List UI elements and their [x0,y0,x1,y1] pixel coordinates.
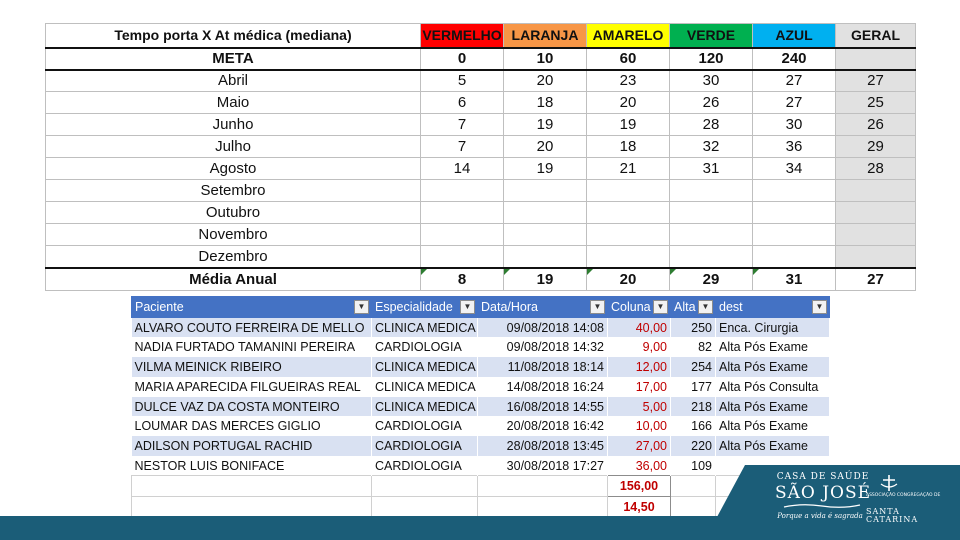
cell-dest[interactable]: Alta Pós Exame [716,397,830,417]
cell-value [836,180,916,202]
cell-value [421,268,504,291]
cell-value: 23 [587,70,670,92]
cell-value: 29 [836,136,916,158]
cell-value [753,202,836,224]
empty-cell[interactable] [478,476,608,497]
cell-dest[interactable]: Alta Pós Exame [716,436,830,456]
col-laranja: LARANJA [504,24,587,48]
cell-paciente[interactable]: LOUMAR DAS MERCES GIGLIO [132,416,372,436]
cell-coluna[interactable]: 36,00 [608,456,671,476]
cell-value: 30 [753,114,836,136]
cell-dest[interactable]: Alta Pós Exame [716,337,830,357]
row-label: Abril [46,70,421,92]
cell-text: 20 [619,270,637,288]
cell-especialidade[interactable]: CLINICA MEDICA [372,357,478,377]
header-label: Data/Hora [481,300,538,314]
cell-text: 29 [702,270,720,288]
header-alta[interactable] [671,297,716,318]
header-data-hora[interactable] [478,297,608,318]
cell-paciente[interactable]: ALVARO COUTO FERREIRA DE MELLO [132,318,372,338]
cell-value: 19 [587,114,670,136]
table-title: Tempo porta X At médica (mediana) [46,24,421,48]
empty-cell[interactable] [132,476,372,497]
cell-value: 20 [504,70,587,92]
cell-value [421,224,504,246]
row-label: Média Anual [46,268,421,291]
association-name-text: SANTA CATARINA [866,507,919,524]
association-small-text: ASSOCIAÇÃO CONGREGAÇÃO DE [866,493,941,498]
cell-value: 19 [504,158,587,180]
cell-value [670,268,753,291]
association-emblem-icon [878,474,900,492]
cell-value [836,246,916,268]
cell-especialidade[interactable]: CLINICA MEDICA [372,318,478,338]
cell-indicator-icon [421,269,427,275]
table-row[interactable] [132,357,830,377]
header-label: dest [719,300,743,314]
cell-total[interactable]: 156,00 [608,476,671,497]
cell-paciente[interactable]: NADIA FURTADO TAMANINI PEREIRA [132,337,372,357]
cell-value [587,224,670,246]
cell-dest[interactable]: Alta Pós Exame [716,357,830,377]
cell-value: 7 [421,114,504,136]
cell-value [504,202,587,224]
cell-value [670,202,753,224]
cell-coluna[interactable]: 40,00 [608,318,671,338]
cell-value: 5 [421,70,504,92]
month-row [46,180,916,202]
row-label: Maio [46,92,421,114]
cell-coluna[interactable]: 27,00 [608,436,671,456]
cell-indicator-icon [504,269,510,275]
month-row [46,70,916,92]
cell-text: 31 [785,270,803,288]
header-coluna[interactable] [608,297,671,318]
header-label: Alta [674,300,696,314]
cell-dest[interactable]: Enca. Cirurgia [716,318,830,338]
cell-data[interactable]: 16/08/2018 14:55 [478,397,608,417]
cell-value: 31 [670,158,753,180]
cell-value [504,224,587,246]
cell-value: 14 [421,158,504,180]
cell-alta[interactable]: 166 [671,416,716,436]
col-geral: GERAL [836,24,916,48]
cell-value [421,180,504,202]
header-dest[interactable] [716,297,830,318]
cell-value: 27 [753,70,836,92]
cell-paciente[interactable]: MARIA APARECIDA FILGUEIRAS REAL [132,377,372,397]
table-row[interactable] [132,397,830,417]
cell-paciente[interactable]: DULCE VAZ DA COSTA MONTEIRO [132,397,372,417]
cell-value: 27 [836,268,916,291]
cell-text: 19 [536,270,554,288]
cell-data[interactable]: 30/08/2018 17:27 [478,456,608,476]
cell-value [753,224,836,246]
cell-data[interactable]: 11/08/2018 18:14 [478,357,608,377]
cell-especialidade[interactable]: CARDIOLOGIA [372,436,478,456]
cell-indicator-icon [753,269,759,275]
cell-value: 32 [670,136,753,158]
total-row [132,476,830,497]
header-especialidade[interactable] [372,297,478,318]
table-row[interactable] [132,377,830,397]
col-amarelo: AMARELO [587,24,670,48]
cell-value: 28 [670,114,753,136]
cell-value: 26 [836,114,916,136]
cell-value [587,202,670,224]
cell-value: 10 [504,48,587,70]
col-vermelho: VERMELHO [421,24,504,48]
empty-cell[interactable] [372,497,478,518]
cell-indicator-icon [587,269,593,275]
cell-value: 7 [421,136,504,158]
month-row [46,92,916,114]
cell-value: 34 [753,158,836,180]
month-row [46,114,916,136]
cell-alta[interactable]: 82 [671,337,716,357]
cell-alta[interactable]: 109 [671,456,716,476]
summary-header-row [46,24,916,48]
cell-coluna[interactable]: 17,00 [608,377,671,397]
col-azul: AZUL [753,24,836,48]
cell-especialidade[interactable]: CARDIOLOGIA [372,337,478,357]
cell-coluna[interactable]: 5,00 [608,397,671,417]
cell-alta[interactable]: 250 [671,318,716,338]
table-row[interactable] [132,416,830,436]
row-label: Novembro [46,224,421,246]
cell-text: 8 [457,270,467,288]
logo-tagline: Porque a vida é sagrada [777,512,863,520]
filter-dropdown-icon[interactable]: ▼ [812,300,827,314]
cell-coluna[interactable]: 10,00 [608,416,671,436]
cell-value [421,202,504,224]
empty-cell[interactable] [372,476,478,497]
annual-average-row [46,268,916,291]
empty-cell[interactable] [132,497,372,518]
cell-value [587,268,670,291]
cell-value [421,246,504,268]
cell-value: 0 [421,48,504,70]
col-verde: VERDE [670,24,753,48]
cell-alta[interactable]: 254 [671,357,716,377]
cell-value: 30 [670,70,753,92]
cell-value: 26 [670,92,753,114]
filter-dropdown-icon[interactable]: ▼ [698,300,713,314]
table-row[interactable] [132,318,830,338]
header-paciente[interactable] [132,297,372,318]
cell-value: 18 [587,136,670,158]
filter-dropdown-icon[interactable]: ▼ [653,300,668,314]
logo-casa-text: CASA DE SAÚDE [776,472,870,482]
cell-value [587,180,670,202]
patients-table [131,296,830,518]
cell-value: 28 [836,158,916,180]
header-label: Coluna [611,300,651,314]
row-label: Setembro [46,180,421,202]
cell-coluna[interactable]: 12,00 [608,357,671,377]
cell-alta[interactable]: 218 [671,397,716,417]
cell-especialidade[interactable]: CLINICA MEDICA [372,397,478,417]
cell-paciente[interactable]: ADILSON PORTUGAL RACHID [132,436,372,456]
month-row [46,246,916,268]
empty-cell[interactable] [478,497,608,518]
cell-value [836,224,916,246]
cell-especialidade[interactable]: CLINICA MEDICA [372,377,478,397]
empty-cell[interactable] [671,476,716,497]
cell-value [670,180,753,202]
cell-value: 27 [836,70,916,92]
header-label: Especialidade [375,300,453,314]
cell-paciente[interactable]: VILMA MEINICK RIBEIRO [132,357,372,377]
cell-paciente[interactable]: NESTOR LUIS BONIFACE [132,456,372,476]
cell-value: 6 [421,92,504,114]
filter-dropdown-icon[interactable]: ▼ [590,300,605,314]
table-row[interactable] [132,456,830,476]
cell-value: 21 [587,158,670,180]
cell-value: 60 [587,48,670,70]
table-row[interactable] [132,436,830,456]
empty-cell[interactable] [671,497,716,518]
cell-value [753,246,836,268]
cell-indicator-icon [670,269,676,275]
cell-value: 36 [753,136,836,158]
month-row [46,136,916,158]
cell-value: 18 [504,92,587,114]
cell-data[interactable]: 09/08/2018 14:08 [478,318,608,338]
cell-especialidade[interactable]: CARDIOLOGIA [372,416,478,436]
month-row [46,158,916,180]
cell-especialidade[interactable]: CARDIOLOGIA [372,456,478,476]
cell-alta[interactable]: 177 [671,377,716,397]
cell-value: 25 [836,92,916,114]
header-label: Paciente [135,300,184,314]
cell-value [836,48,916,70]
median-time-table [45,23,916,291]
cell-value [504,180,587,202]
cell-alta[interactable]: 220 [671,436,716,456]
month-row [46,202,916,224]
cell-data[interactable]: 20/08/2018 16:42 [478,416,608,436]
cell-data[interactable]: 14/08/2018 16:24 [478,377,608,397]
cell-value: 240 [753,48,836,70]
row-label: Outubro [46,202,421,224]
cell-value [836,202,916,224]
row-label: Julho [46,136,421,158]
cell-value [670,224,753,246]
row-label: Junho [46,114,421,136]
filter-dropdown-icon[interactable]: ▼ [354,300,369,314]
cell-value: 120 [670,48,753,70]
cell-value [504,246,587,268]
cell-average[interactable]: 14,50 [608,497,671,518]
cell-coluna[interactable]: 9,00 [608,337,671,357]
row-label: Dezembro [46,246,421,268]
row-label: META [46,48,421,70]
row-label: Agosto [46,158,421,180]
cell-value: 27 [753,92,836,114]
table-row[interactable] [132,337,830,357]
cell-value: 20 [504,136,587,158]
cell-data[interactable]: 09/08/2018 14:32 [478,337,608,357]
cell-value [587,246,670,268]
patients-header-row [132,297,830,318]
cell-data[interactable]: 28/08/2018 13:45 [478,436,608,456]
meta-row [46,48,916,70]
cell-value: 19 [504,114,587,136]
cell-value: 20 [587,92,670,114]
month-row [46,224,916,246]
cell-dest[interactable]: Alta Pós Consulta [716,377,830,397]
logo-wave-icon [782,503,862,509]
cell-value [753,268,836,291]
cell-value [753,180,836,202]
cell-dest[interactable]: Alta Pós Exame [716,416,830,436]
cell-value [504,268,587,291]
filter-dropdown-icon[interactable]: ▼ [460,300,475,314]
cell-value [670,246,753,268]
logo-name-text: SÃO JOSÉ [774,483,872,503]
